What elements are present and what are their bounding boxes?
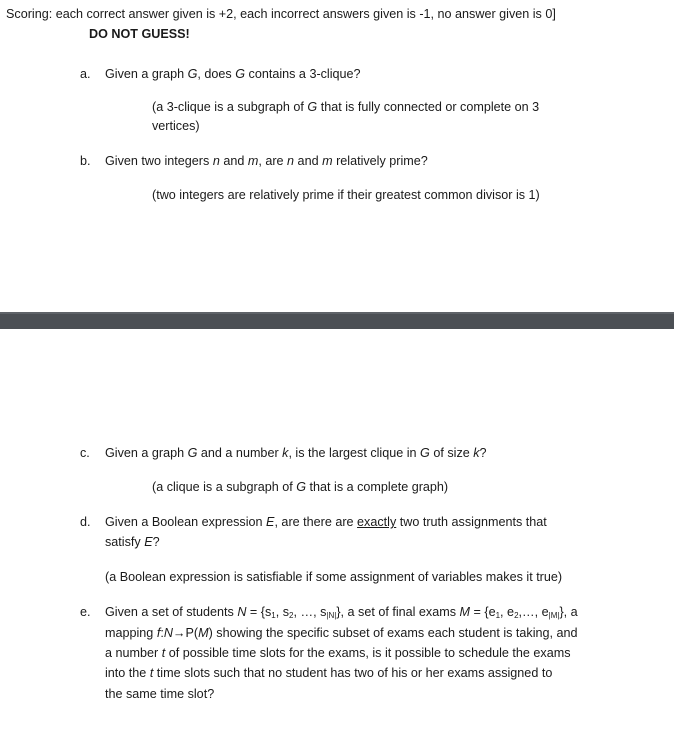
text: , does (197, 67, 236, 81)
question-b-text (105, 151, 428, 171)
text: , is the largest clique in (288, 446, 421, 460)
var: f (156, 626, 161, 640)
var: G (307, 100, 318, 114)
subscript: 2 (514, 611, 519, 620)
text: , e (500, 605, 515, 619)
question-b-note: (two integers are relatively prime if their greatest common divisor is 1) (152, 188, 540, 202)
subscript: 1 (495, 611, 501, 620)
question-a-note-line1 (152, 97, 539, 117)
text: ) showing the specific subset of exams each student is taking, and (208, 626, 578, 640)
warning-text: DO NOT GUESS! (89, 27, 190, 41)
text: Given a graph (105, 446, 188, 460)
text: of size (429, 446, 474, 460)
question-c-text (105, 443, 487, 463)
page-separator (0, 312, 674, 329)
question-d-note: (a Boolean expression is satisfiable if some assignment of variables makes it true) (105, 570, 563, 584)
question-c-note (152, 477, 448, 497)
text: of possible time slots for the exams, is it possible to schedule the exams (165, 646, 571, 660)
scoring-rule (6, 4, 556, 24)
text: that is fully connected or complete on 3 (317, 100, 540, 114)
question-b-marker: b. (80, 154, 91, 168)
question-e-marker: e. (80, 605, 91, 619)
var: k (473, 446, 480, 460)
var: E (144, 535, 153, 549)
page-top (0, 0, 674, 312)
question-e-line1 (105, 602, 578, 622)
var: m (322, 154, 333, 168)
question-c-marker: c. (80, 446, 90, 460)
question-e-line2 (105, 623, 578, 643)
question-a-text (105, 64, 361, 84)
var: n (212, 154, 220, 168)
text: , …, s (293, 605, 327, 619)
text: into the (105, 666, 150, 680)
var: t (149, 666, 154, 680)
text: that is a complete graph) (306, 480, 449, 494)
text: }, a (559, 605, 578, 619)
text: ? (479, 446, 487, 460)
text: P( (185, 626, 199, 640)
page-bottom (0, 329, 674, 746)
text: }, a set of final exams (336, 605, 460, 619)
text: Given a set of students (105, 605, 238, 619)
warning-heading (89, 24, 190, 44)
var: k (282, 446, 289, 460)
var: G (420, 446, 430, 460)
var: N (163, 626, 173, 640)
question-d-text-line1 (105, 512, 547, 532)
text: Given two integers (105, 154, 213, 168)
text: satisfy (105, 535, 145, 549)
var: G (187, 446, 198, 460)
question-e-line3 (105, 643, 571, 663)
var: m (247, 154, 259, 168)
text: , s (275, 605, 290, 619)
text: , are there are (274, 515, 358, 529)
question-d-marker: d. (80, 515, 91, 529)
text: and (294, 154, 323, 168)
scoring-text: Scoring: each correct answer given is +2, each incorrect answers given is -1, no answer given is 0] (6, 7, 556, 21)
question-a-marker: a. (80, 67, 91, 81)
text: Given a Boolean expression (105, 515, 267, 529)
subscript: 2 (289, 611, 294, 620)
var: t (161, 646, 166, 660)
text: (a 3-clique is a subgraph of (152, 100, 308, 114)
var: n (287, 154, 295, 168)
text: Given a graph (105, 67, 188, 81)
text: time slots such that no student has two of his or her exams assigned to (153, 666, 553, 680)
arrow-symbol: → (172, 626, 186, 640)
subscript: 1 (271, 611, 276, 620)
text: = {s (246, 605, 272, 619)
text: and a number (197, 446, 283, 460)
text: , are (258, 154, 288, 168)
text: : (160, 626, 164, 640)
text: a number (105, 646, 162, 660)
text: = {e (470, 605, 496, 619)
var: N (237, 605, 247, 619)
question-d-text-line2 (105, 532, 160, 552)
var: G (296, 480, 307, 494)
text: contains a 3-clique? (245, 67, 361, 81)
text: and (219, 154, 248, 168)
subscript: |M| (548, 611, 560, 620)
question-e-line4 (105, 663, 552, 683)
text: two truth assignments that (396, 515, 547, 529)
var: M (198, 626, 209, 640)
question-e-line5: the same time slot? (105, 687, 215, 701)
text: mapping (105, 626, 157, 640)
question-a-note-line2: vertices) (152, 119, 200, 133)
text: ,…, e (518, 605, 549, 619)
text: (a clique is a subgraph of (152, 480, 297, 494)
text: ? (152, 535, 160, 549)
var: G (235, 67, 246, 81)
subscript: |N| (326, 611, 337, 620)
emphasis: exactly (357, 515, 397, 529)
var: G (187, 67, 198, 81)
text: relatively prime? (332, 154, 428, 168)
var: M (459, 605, 471, 619)
var: E (266, 515, 275, 529)
